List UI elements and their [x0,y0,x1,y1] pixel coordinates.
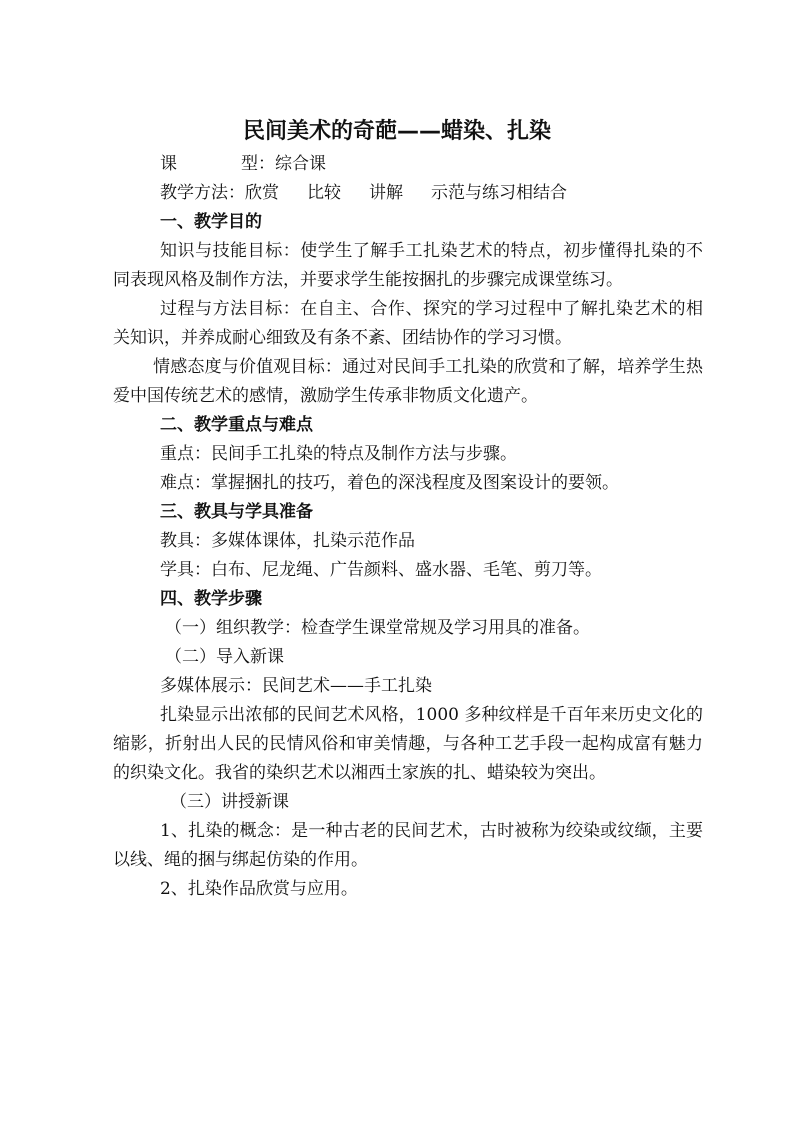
media-display-line: 多媒体展示：民间艺术——手工扎染 [160,676,432,696]
teaching-tools-line: 教具：多媒体课体，扎染示范作品 [160,531,415,551]
learning-tools-line: 学具：白布、尼龙绳、广告颜料、盛水器、毛笔、剪刀等。 [160,560,602,580]
step-teaching: （三）讲授新课 [170,792,289,812]
method-item: 比较 [307,183,341,203]
step-organize: （一）组织教学：检查学生课堂常规及学习用具的准备。 [165,618,590,638]
section-heading: 四、教学步骤 [160,589,262,609]
lesson-type-label-2: 型：综合课 [241,154,326,174]
lesson-type-line [113,150,703,179]
paragraph-tie-dye-concept: 1、扎染的概念：是一种古老的民间艺术，古时被称为绞染或纹缬，主要以线、绳的捆与绑起仿染的作用。 [113,821,703,870]
document-body [113,150,703,904]
paragraph-appreciation: 2、扎染作品欣赏与应用。 [160,879,358,899]
methods-label: 教学方法： [160,183,245,203]
method-item: 示范与练习相结合 [431,183,567,203]
paragraph-tie-dye-intro: 扎染显示出浓郁的民间艺术风格，1000 多种纹样是千百年来历史文化的缩影，折射出人民的民情风俗和审美情趣，与各种工艺手段一起构成富有魅力的织染文化。我省的染织艺术以湘西土家族的扎、蜡染较为突出。 [113,705,703,783]
difficulty-line: 难点：掌握捆扎的技巧，着色的深浅程度及图案设计的要领。 [160,473,619,493]
method-item: 讲解 [369,183,403,203]
section-heading: 二、教学重点与难点 [160,415,313,435]
key-point-line: 重点：民间手工扎染的特点及制作方法与步骤。 [160,444,517,464]
paragraph-process-goal: 过程与方法目标：在自主、合作、探究的学习过程中了解扎染艺术的相关知识，并养成耐心细致及有条不紊、团结协作的学习习惯。 [113,299,703,348]
paragraph-emotion-goal: 情感态度与价值观目标：通过对民间手工扎染的欣赏和了解，培养学生热爱中国传统艺术的感情，激励学生传承非物质文化遗产。 [113,357,703,406]
section-heading: 三、教具与学具准备 [160,502,313,522]
step-introduction: （二）导入新课 [165,647,284,667]
document-title: 民间美术的奇葩——蜡染、扎染 [242,119,551,144]
paragraph-knowledge-goal: 知识与技能目标：使学生了解手工扎染艺术的特点，初步懂得扎染的不同表现风格及制作方法，并要求学生能按捆扎的步骤完成课堂练习。 [113,241,703,290]
teaching-methods-line [113,179,703,208]
section-heading: 一、教学目的 [160,212,262,232]
method-item: 欣赏 [245,183,279,203]
lesson-type-label-1: 课 [160,154,177,174]
